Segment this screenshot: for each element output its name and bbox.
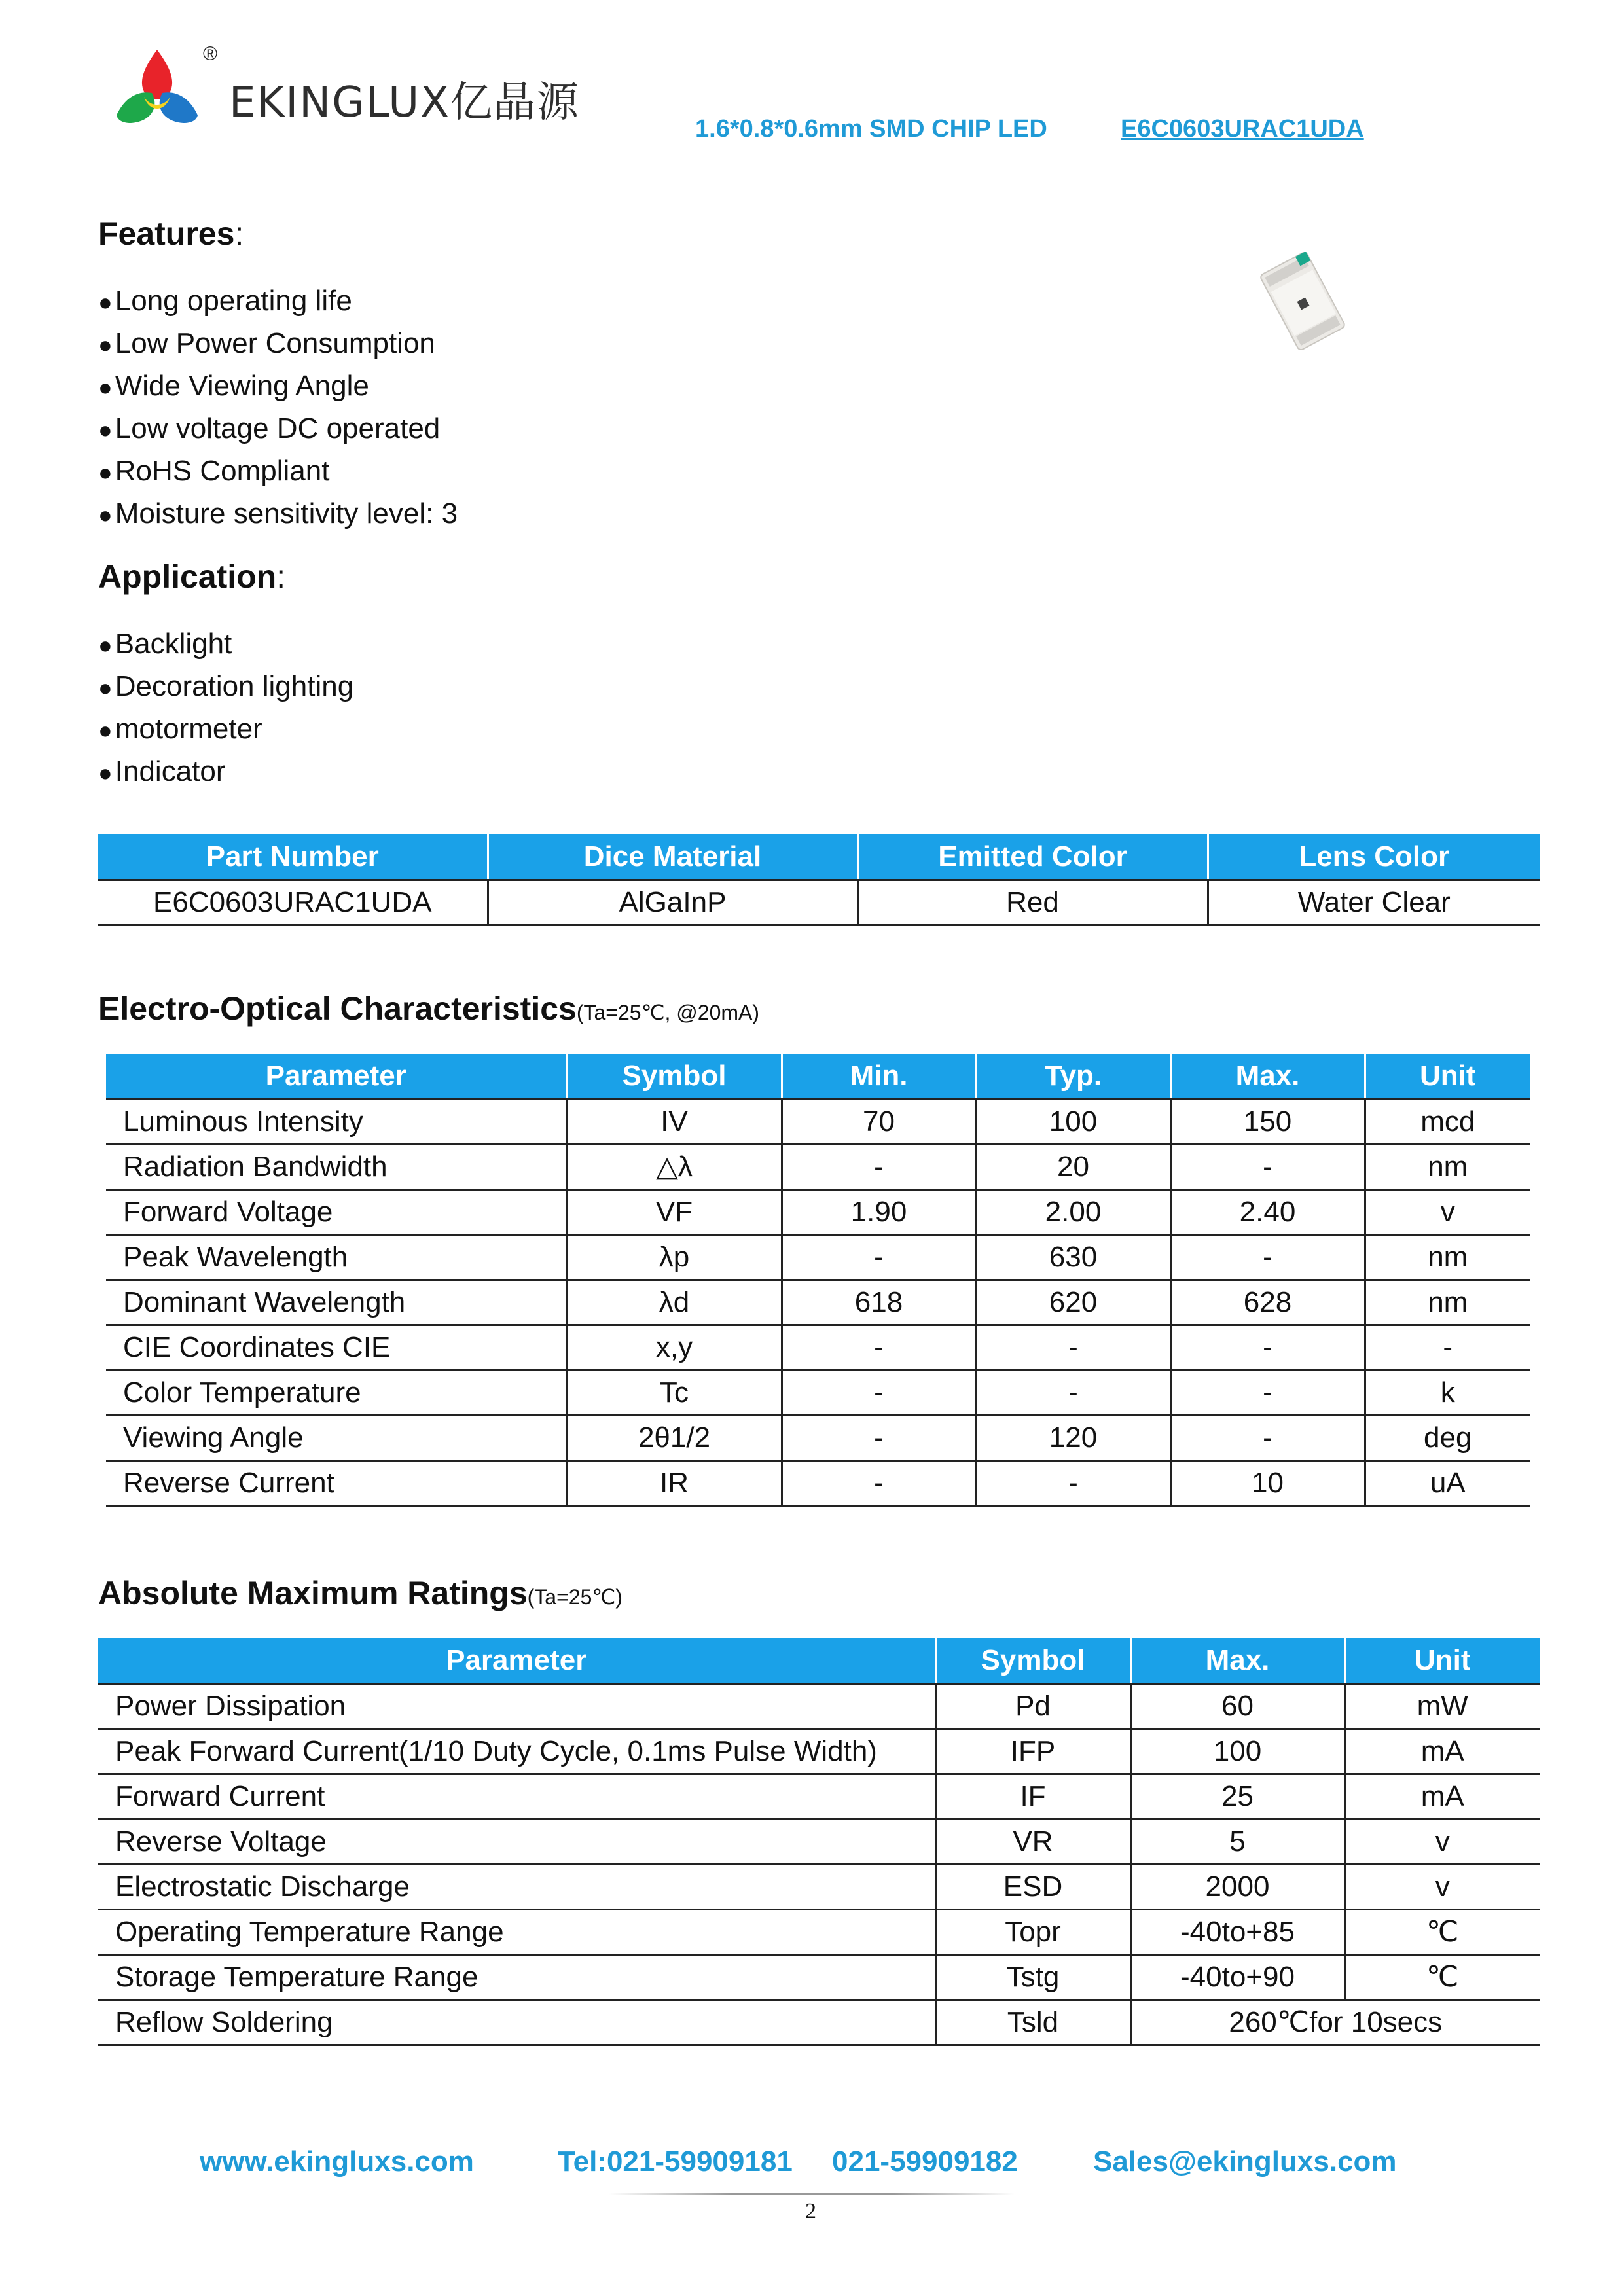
symbol-cell: IR bbox=[567, 1460, 782, 1505]
header-product-title: 1.6*0.8*0.6mm SMD CHIP LED bbox=[695, 115, 1047, 143]
symbol-cell: Topr bbox=[935, 1909, 1130, 1954]
max-cell: 5 bbox=[1130, 1819, 1344, 1864]
table-row bbox=[98, 1683, 1540, 1729]
max-unit-cell: 260℃for 10secs bbox=[1130, 2000, 1540, 2045]
application-colon: : bbox=[276, 558, 286, 595]
max-cell: 150 bbox=[1170, 1099, 1365, 1144]
ekinglux-logo bbox=[105, 45, 209, 130]
unit-cell: nm bbox=[1365, 1144, 1530, 1189]
electro-optical-table bbox=[106, 1054, 1530, 1507]
table-row bbox=[98, 1909, 1540, 1954]
table-row bbox=[98, 2000, 1540, 2045]
unit-cell: mA bbox=[1344, 1729, 1540, 1774]
table-row bbox=[98, 1954, 1540, 2000]
parameter-cell: Power Dissipation bbox=[98, 1683, 935, 1729]
table-row bbox=[98, 880, 1540, 925]
abs-max-header: Parameter bbox=[98, 1638, 935, 1683]
min-cell: - bbox=[782, 1370, 976, 1415]
max-cell: 2.40 bbox=[1170, 1189, 1365, 1234]
table-row bbox=[106, 1189, 1530, 1234]
table-row bbox=[98, 1819, 1540, 1864]
max-cell: 25 bbox=[1130, 1774, 1344, 1819]
max-cell: 2000 bbox=[1130, 1864, 1344, 1909]
table-row bbox=[106, 1460, 1530, 1505]
typ-cell: 120 bbox=[976, 1415, 1170, 1460]
electro-optical-title: Electro-Optical Characteristics bbox=[98, 990, 577, 1027]
parameter-cell: Storage Temperature Range bbox=[98, 1954, 935, 2000]
min-cell: 1.90 bbox=[782, 1189, 976, 1234]
symbol-cell: Tsld bbox=[935, 2000, 1130, 2045]
typ-cell: 20 bbox=[976, 1144, 1170, 1189]
max-cell: - bbox=[1170, 1234, 1365, 1280]
abs-max-header: Unit bbox=[1344, 1638, 1540, 1683]
symbol-cell: 2θ1/2 bbox=[567, 1415, 782, 1460]
part-table-header: Part Number bbox=[98, 834, 488, 880]
parameter-cell: Electrostatic Discharge bbox=[98, 1864, 935, 1909]
lens-color-cell: Water Clear bbox=[1208, 880, 1540, 925]
unit-cell: k bbox=[1365, 1370, 1530, 1415]
unit-cell: uA bbox=[1365, 1460, 1530, 1505]
abs-max-heading bbox=[98, 1574, 623, 1612]
abs-max-header: Symbol bbox=[935, 1638, 1130, 1683]
table-row bbox=[106, 1415, 1530, 1460]
table-row bbox=[106, 1144, 1530, 1189]
footer-divider bbox=[609, 2193, 1015, 2195]
abs-max-condition: (Ta=25℃) bbox=[527, 1585, 623, 1609]
min-cell: - bbox=[782, 1415, 976, 1460]
parameter-cell: Forward Current bbox=[98, 1774, 935, 1819]
unit-cell: mcd bbox=[1365, 1099, 1530, 1144]
unit-cell: ℃ bbox=[1344, 1954, 1540, 2000]
typ-cell: - bbox=[976, 1370, 1170, 1415]
symbol-cell: VR bbox=[935, 1819, 1130, 1864]
table-row bbox=[98, 1864, 1540, 1909]
part-number-cell: E6C0603URAC1UDA bbox=[98, 880, 488, 925]
unit-cell: nm bbox=[1365, 1234, 1530, 1280]
unit-cell: v bbox=[1365, 1189, 1530, 1234]
max-cell: - bbox=[1170, 1370, 1365, 1415]
parameter-cell: Luminous Intensity bbox=[106, 1099, 567, 1144]
parameter-cell: Dominant Wavelength bbox=[106, 1280, 567, 1325]
typ-cell: 2.00 bbox=[976, 1189, 1170, 1234]
typ-cell: 620 bbox=[976, 1280, 1170, 1325]
symbol-cell: Tstg bbox=[935, 1954, 1130, 2000]
part-table-header: Emitted Color bbox=[857, 834, 1208, 880]
parameter-cell: Reflow Soldering bbox=[98, 2000, 935, 2045]
unit-cell: - bbox=[1365, 1325, 1530, 1370]
parameter-cell: Color Temperature bbox=[106, 1370, 567, 1415]
electro-optical-header: Unit bbox=[1365, 1054, 1530, 1099]
min-cell: - bbox=[782, 1144, 976, 1189]
part-table-header: Dice Material bbox=[488, 834, 857, 880]
abs-max-title: Absolute Maximum Ratings bbox=[98, 1575, 528, 1611]
symbol-cell: λd bbox=[567, 1280, 782, 1325]
application-title: Application bbox=[98, 558, 277, 595]
table-row bbox=[106, 1325, 1530, 1370]
parameter-cell: Viewing Angle bbox=[106, 1415, 567, 1460]
symbol-cell: Pd bbox=[935, 1683, 1130, 1729]
smd-led-image bbox=[1257, 252, 1348, 350]
unit-cell: mW bbox=[1344, 1683, 1540, 1729]
electro-optical-condition: (Ta=25℃, @20mA) bbox=[576, 1001, 760, 1024]
website-link[interactable]: www.ekingluxs.com bbox=[200, 2145, 474, 2178]
max-cell: -40to+85 bbox=[1130, 1909, 1344, 1954]
typ-cell: 630 bbox=[976, 1234, 1170, 1280]
table-row bbox=[106, 1370, 1530, 1415]
symbol-cell: ESD bbox=[935, 1864, 1130, 1909]
symbol-cell: Tc bbox=[567, 1370, 782, 1415]
electro-optical-header: Max. bbox=[1170, 1054, 1365, 1099]
symbol-cell: IF bbox=[935, 1774, 1130, 1819]
symbol-cell: IFP bbox=[935, 1729, 1130, 1774]
tel-number-1: Tel:021-59909181 bbox=[558, 2145, 793, 2178]
abs-max-table bbox=[98, 1638, 1540, 2046]
max-cell: - bbox=[1170, 1144, 1365, 1189]
sales-email-link[interactable]: Sales@ekingluxs.com bbox=[1093, 2145, 1397, 2178]
dice-material-cell: AlGaInP bbox=[488, 880, 857, 925]
unit-cell: mA bbox=[1344, 1774, 1540, 1819]
header-part-number-link[interactable]: E6C0603URAC1UDA bbox=[1121, 115, 1364, 143]
max-cell: 10 bbox=[1170, 1460, 1365, 1505]
parameter-cell: Radiation Bandwidth bbox=[106, 1144, 567, 1189]
parameter-cell: Reverse Current bbox=[106, 1460, 567, 1505]
abs-max-header-row bbox=[98, 1638, 1540, 1683]
list-item: ● Moisture sensitivity level: 3 bbox=[98, 492, 458, 535]
max-cell: - bbox=[1170, 1325, 1365, 1370]
electro-optical-header: Parameter bbox=[106, 1054, 567, 1099]
emitted-color-cell: Red bbox=[857, 880, 1208, 925]
tel-number-2: 021-59909182 bbox=[832, 2145, 1018, 2178]
symbol-cell: λp bbox=[567, 1234, 782, 1280]
registered-mark: ® bbox=[203, 43, 218, 65]
list-item: ● Wide Viewing Angle bbox=[98, 365, 458, 407]
max-cell: 60 bbox=[1130, 1683, 1344, 1729]
min-cell: - bbox=[782, 1460, 976, 1505]
table-row bbox=[106, 1280, 1530, 1325]
typ-cell: - bbox=[976, 1325, 1170, 1370]
features-list bbox=[98, 279, 458, 535]
table-row bbox=[106, 1234, 1530, 1280]
parameter-cell: Peak Wavelength bbox=[106, 1234, 567, 1280]
application-heading bbox=[98, 558, 285, 596]
min-cell: - bbox=[782, 1325, 976, 1370]
max-cell: 100 bbox=[1130, 1729, 1344, 1774]
unit-cell: nm bbox=[1365, 1280, 1530, 1325]
list-item: ● motormeter bbox=[98, 708, 353, 750]
page-number: 2 bbox=[805, 2199, 816, 2223]
electro-optical-header-row bbox=[106, 1054, 1530, 1099]
features-colon: : bbox=[234, 215, 244, 252]
unit-cell: v bbox=[1344, 1819, 1540, 1864]
abs-max-header: Max. bbox=[1130, 1638, 1344, 1683]
part-table-header: Lens Color bbox=[1208, 834, 1540, 880]
parameter-cell: CIE Coordinates CIE bbox=[106, 1325, 567, 1370]
list-item: ● RoHS Compliant bbox=[98, 450, 458, 492]
max-cell: -40to+90 bbox=[1130, 1954, 1344, 2000]
unit-cell: v bbox=[1344, 1864, 1540, 1909]
symbol-cell: △λ bbox=[567, 1144, 782, 1189]
parameter-cell: Operating Temperature Range bbox=[98, 1909, 935, 1954]
features-heading bbox=[98, 215, 244, 253]
max-cell: 628 bbox=[1170, 1280, 1365, 1325]
parameter-cell: Reverse Voltage bbox=[98, 1819, 935, 1864]
electro-optical-header: Symbol bbox=[567, 1054, 782, 1099]
min-cell: 618 bbox=[782, 1280, 976, 1325]
brand-name: EKINGLUX亿晶源 bbox=[229, 79, 580, 127]
list-item: ● Low Power Consumption bbox=[98, 322, 458, 365]
list-item: ● Low voltage DC operated bbox=[98, 407, 458, 450]
unit-cell: ℃ bbox=[1344, 1909, 1540, 1954]
symbol-cell: VF bbox=[567, 1189, 782, 1234]
electro-optical-heading bbox=[98, 990, 759, 1028]
symbol-cell: x,y bbox=[567, 1325, 782, 1370]
parameter-cell: Peak Forward Current(1/10 Duty Cycle, 0.1ms Pulse Width) bbox=[98, 1729, 935, 1774]
features-title: Features bbox=[98, 215, 235, 252]
min-cell: 70 bbox=[782, 1099, 976, 1144]
table-row bbox=[98, 1729, 1540, 1774]
list-item: ● Decoration lighting bbox=[98, 665, 353, 708]
part-table bbox=[98, 834, 1540, 926]
list-item: ● Long operating life bbox=[98, 279, 458, 322]
typ-cell: - bbox=[976, 1460, 1170, 1505]
electro-optical-header: Min. bbox=[782, 1054, 976, 1099]
table-row bbox=[98, 1774, 1540, 1819]
table-row bbox=[106, 1099, 1530, 1144]
part-table-header-row bbox=[98, 834, 1540, 880]
symbol-cell: IV bbox=[567, 1099, 782, 1144]
list-item: ● Indicator bbox=[98, 750, 353, 793]
list-item: ● Backlight bbox=[98, 622, 353, 665]
typ-cell: 100 bbox=[976, 1099, 1170, 1144]
max-cell: - bbox=[1170, 1415, 1365, 1460]
application-list bbox=[98, 622, 353, 793]
unit-cell: deg bbox=[1365, 1415, 1530, 1460]
parameter-cell: Forward Voltage bbox=[106, 1189, 567, 1234]
electro-optical-header: Typ. bbox=[976, 1054, 1170, 1099]
min-cell: - bbox=[782, 1234, 976, 1280]
